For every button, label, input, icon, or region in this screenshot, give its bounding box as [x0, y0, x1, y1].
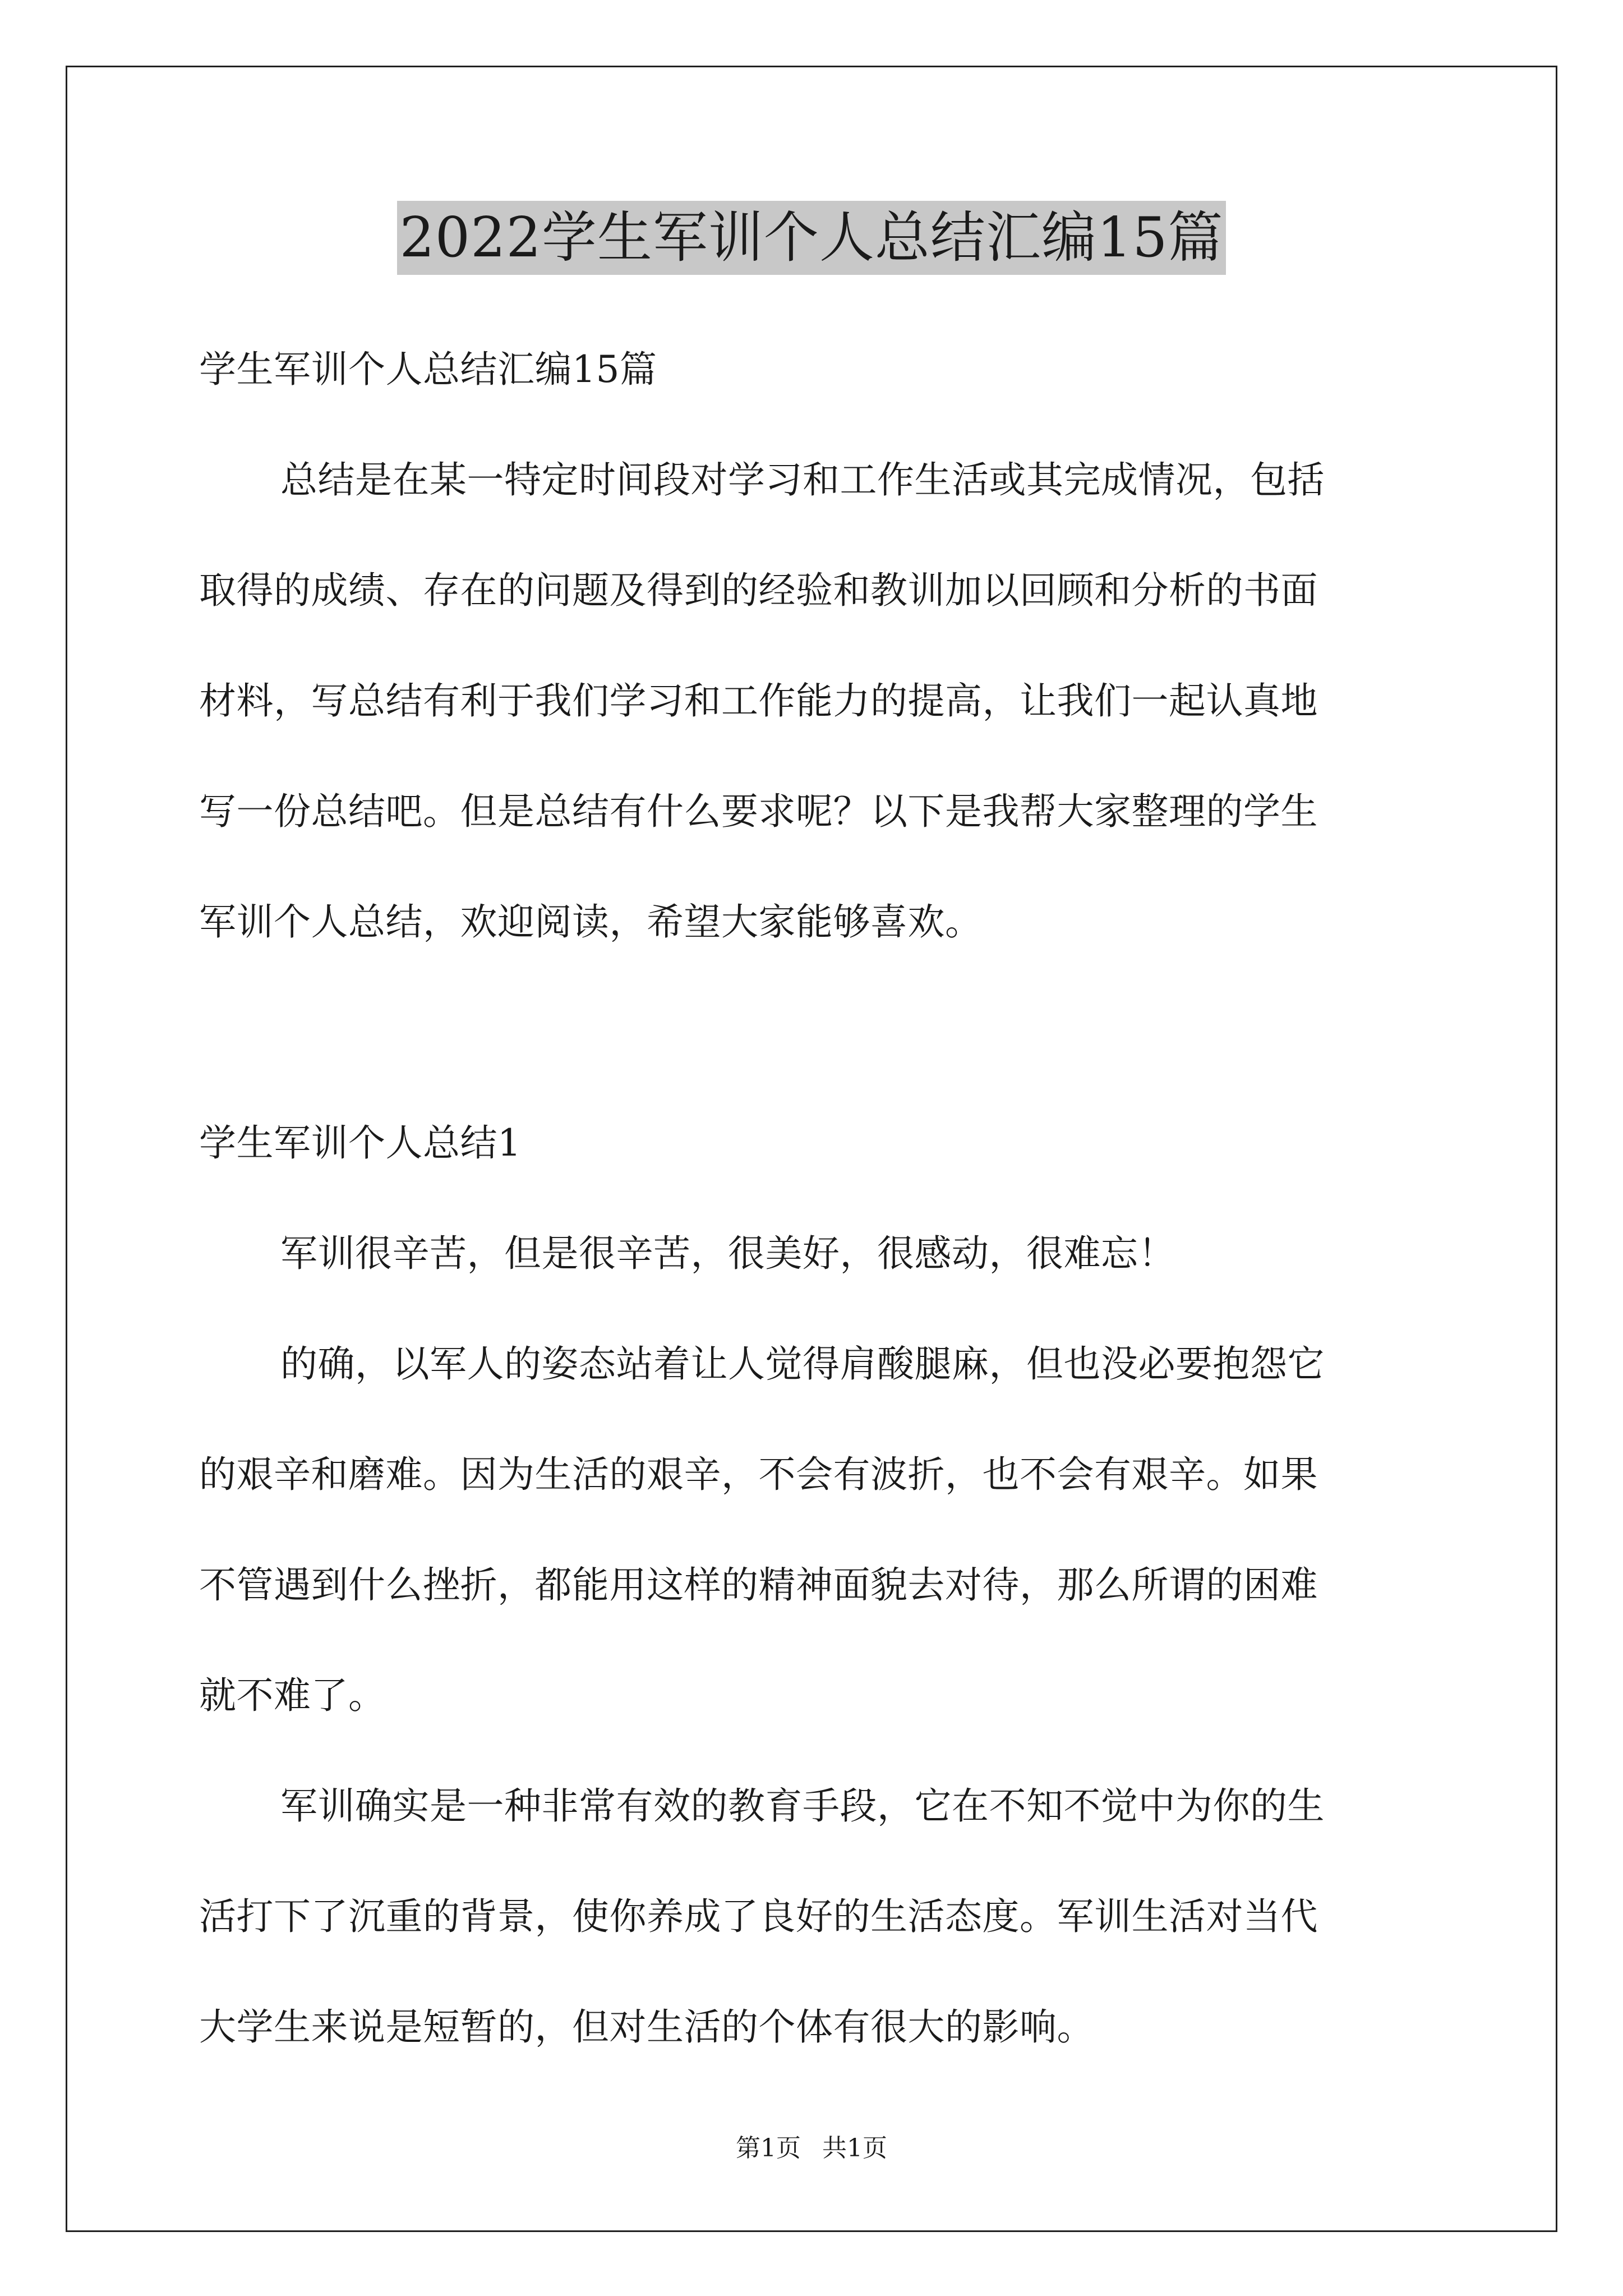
- intro-line: 取得的成绩、存在的问题及得到的经验和教训加以回顾和分析的书面: [199, 569, 1318, 612]
- paragraph-line: 不管遇到什么挫折，都能用这样的精神面貌去对待，那么所谓的困难: [199, 1563, 1318, 1607]
- section-heading: 学生军训个人总结1: [199, 1121, 522, 1165]
- document-title: 2022学生军训个人总结汇编15篇: [397, 201, 1225, 275]
- intro-line: 材料，写总结有利于我们学习和工作能力的提高，让我们一起认真地: [199, 679, 1318, 723]
- paragraph-line: 大学生来说是短暂的，但对生活的个体有很大的影响。: [199, 2005, 1094, 2049]
- paragraph-line: 的艰辛和磨难。因为生活的艰辛，不会有波折，也不会有艰辛。如果: [199, 1453, 1318, 1496]
- intro-paragraph: [199, 425, 1427, 977]
- document-subtitle: 学生军训个人总结汇编15篇: [199, 348, 657, 391]
- paragraph-2: [199, 1309, 1427, 1751]
- paragraph-line: 就不难了。: [199, 1674, 386, 1717]
- document-body: [199, 314, 1427, 2082]
- paragraph-gap: [199, 977, 1427, 1088]
- paragraph-line: 的确，以军人的姿态站着让人觉得肩酸腿麻，但也没必要抱怨它: [280, 1342, 1325, 1386]
- page-number-current: 第1页: [736, 2134, 801, 2162]
- paragraph-line: 军训确实是一种非常有效的教育手段，它在不知不觉中为你的生: [280, 1784, 1325, 1828]
- page-number-total: 共1页: [822, 2134, 887, 2162]
- page-footer: [0, 2132, 1623, 2165]
- paragraph-1: [199, 1198, 1427, 1309]
- intro-line: 写一份总结吧。但是总结有什么要求呢？以下是我帮大家整理的学生: [199, 790, 1318, 833]
- paragraph-3: [199, 1751, 1427, 2082]
- paragraph-line: 活打下了沉重的背景，使你养成了良好的生活态度。军训生活对当代: [199, 1895, 1318, 1938]
- title-container: [0, 201, 1623, 275]
- intro-line: 总结是在某一特定时间段对学习和工作生活或其完成情况，包括: [280, 458, 1325, 501]
- paragraph-line: 军训很辛苦，但是很辛苦，很美好，很感动，很难忘！: [280, 1232, 1175, 1275]
- intro-line: 军训个人总结，欢迎阅读，希望大家能够喜欢。: [199, 900, 983, 944]
